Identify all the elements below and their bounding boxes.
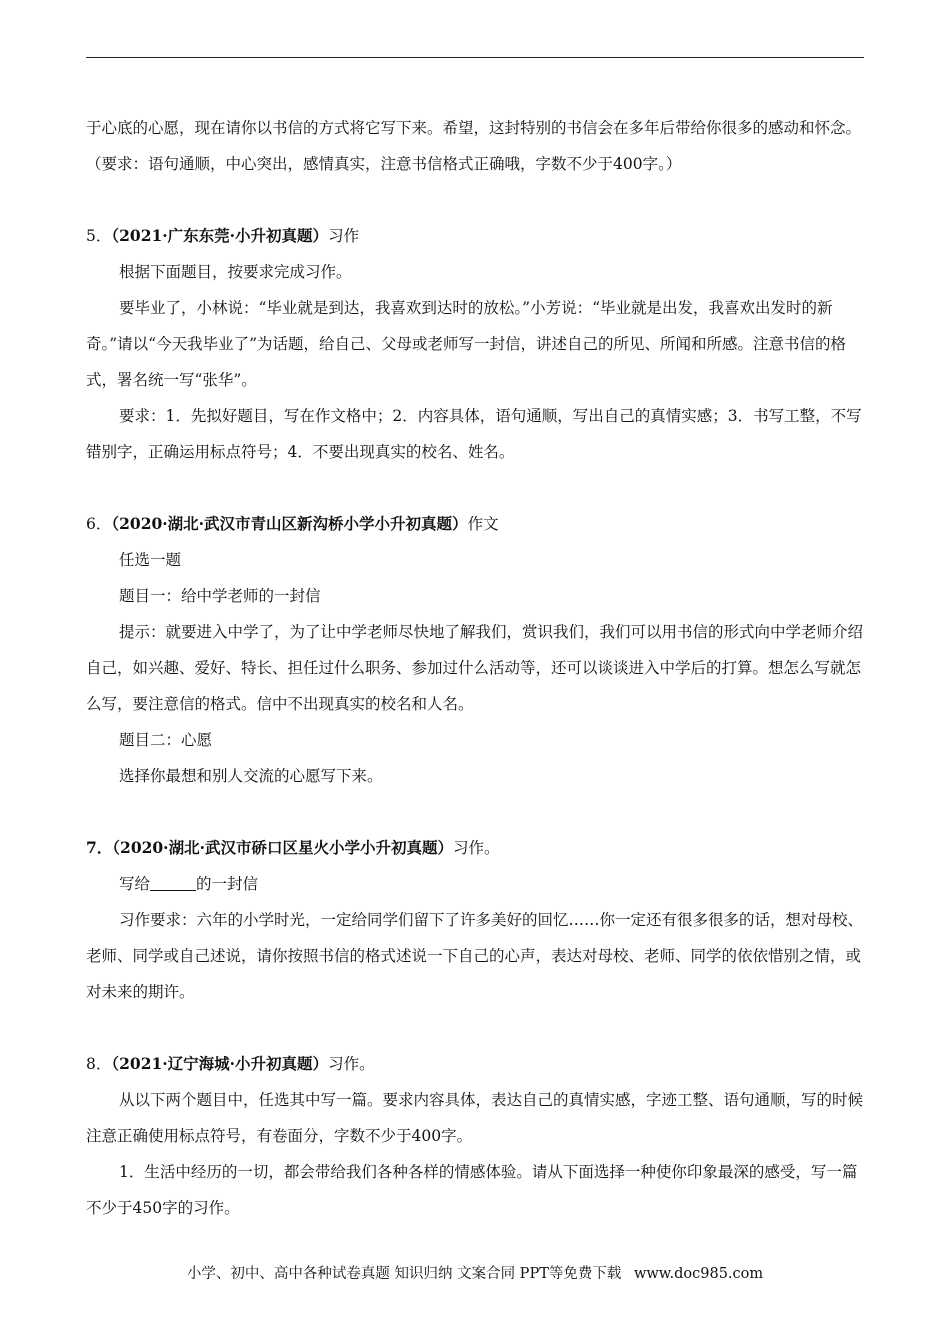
- question-number: 8．: [86, 1055, 112, 1073]
- question-heading: [86, 830, 864, 866]
- question-8: [86, 1046, 864, 1226]
- question-type: 习作。: [328, 1055, 375, 1073]
- question-type: 习作。: [452, 839, 500, 857]
- title-suffix: 的一封信: [196, 875, 259, 893]
- question-paragraph: 要毕业了，小林说：“毕业就是到达，我喜欢到达时的放松。”小芳说：“毕业就是出发，我喜欢出发时的新奇。”请以“今天我毕业了”为话题，给自己、父母或老师写一封信，讲述自己的所见、所闻和所感。注意书信的格式，署名统一写“张华”。: [86, 299, 847, 389]
- title-prefix: 写给: [119, 875, 151, 893]
- footer-text: 小学、初中、高中各种试卷真题 知识归纳 文案合同 PPT等免费下载: [186, 1266, 622, 1282]
- continuation-text: 于心底的心愿，现在请你以书信的方式将它写下来。希望，这封特别的书信会在多年后带给你很多的感动和怀念。（要求：语句通顺，中心突出，感情真实，注意书信格式正确哦，字数不少于400字。）: [86, 119, 862, 173]
- question-heading: [86, 218, 864, 254]
- question-number: 5．: [86, 227, 112, 245]
- question-5: [86, 218, 864, 470]
- question-paragraph: 根据下面题目，按要求完成习作。: [119, 263, 352, 281]
- page-footer: [0, 1262, 950, 1283]
- question-paragraph: 题目二：心愿: [119, 731, 213, 749]
- fill-in-blank: [150, 872, 196, 891]
- question-type: 作文: [467, 515, 499, 533]
- question-source: （2020·湖北·武汉市硚口区星火小学小升初真题）: [112, 838, 453, 857]
- question-source: （2021·广东东莞·小升初真题）: [111, 226, 329, 245]
- question-paragraph: 题目一：给中学老师的一封信: [119, 587, 321, 605]
- question-number: 6．: [86, 515, 112, 533]
- question-paragraph: 任选一题: [119, 551, 182, 569]
- question-paragraph: 要求：1．先拟好题目，写在作文格中；2．内容具体，语句通顺，写出自己的真情实感；3．书写工整，不写错别字，正确运用标点符号；4．不要出现真实的校名、姓名。: [86, 407, 862, 461]
- question-heading: [86, 506, 864, 542]
- footer-url[interactable]: www.doc985.com: [633, 1266, 764, 1282]
- question-paragraph: 提示：就要进入中学了，为了让中学老师尽快地了解我们，赏识我们，我们可以用书信的形式向中学老师介绍自己，如兴趣、爱好、特长、担任过什么职务、参加过什么活动等，还可以谈谈进入中学后的打算。想怎么写就怎么写，要注意信的格式。信中不出现真实的校名和人名。: [86, 623, 864, 713]
- question-paragraph: 选择你最想和别人交流的心愿写下来。: [119, 767, 383, 785]
- question-source: （2020·湖北·武汉市青山区新沟桥小学小升初真题）: [111, 514, 468, 533]
- question-6: [86, 506, 864, 794]
- question-number: 7．: [86, 838, 113, 857]
- essay-title-line: [86, 866, 864, 902]
- question-type: 习作: [328, 227, 360, 245]
- question-heading: [86, 1046, 864, 1082]
- header-rule: [86, 57, 864, 58]
- question-source: （2021·辽宁海城·小升初真题）: [111, 1054, 329, 1073]
- question-paragraph: 从以下两个题目中，任选其中写一篇。要求内容具体，表达自己的真情实感，字迹工整、语句通顺，写的时候注意正确使用标点符号，有卷面分，字数不少于400字。: [86, 1091, 864, 1145]
- question-paragraph: 习作要求：六年的小学时光，一定给同学们留下了许多美好的回忆……你一定还有很多很多的话，想对母校、老师、同学或自己述说，请你按照书信的格式述说一下自己的心声，表达对母校、老师、同学的依依惜别之情，或对未来的期许。: [86, 911, 864, 1001]
- question-7: [86, 830, 864, 1010]
- question-paragraph: 1．生活中经历的一切，都会带给我们各种各样的情感体验。请从下面选择一种使你印象最深的感受，写一篇不少于450字的习作。: [86, 1163, 858, 1217]
- document-body: [86, 110, 864, 1226]
